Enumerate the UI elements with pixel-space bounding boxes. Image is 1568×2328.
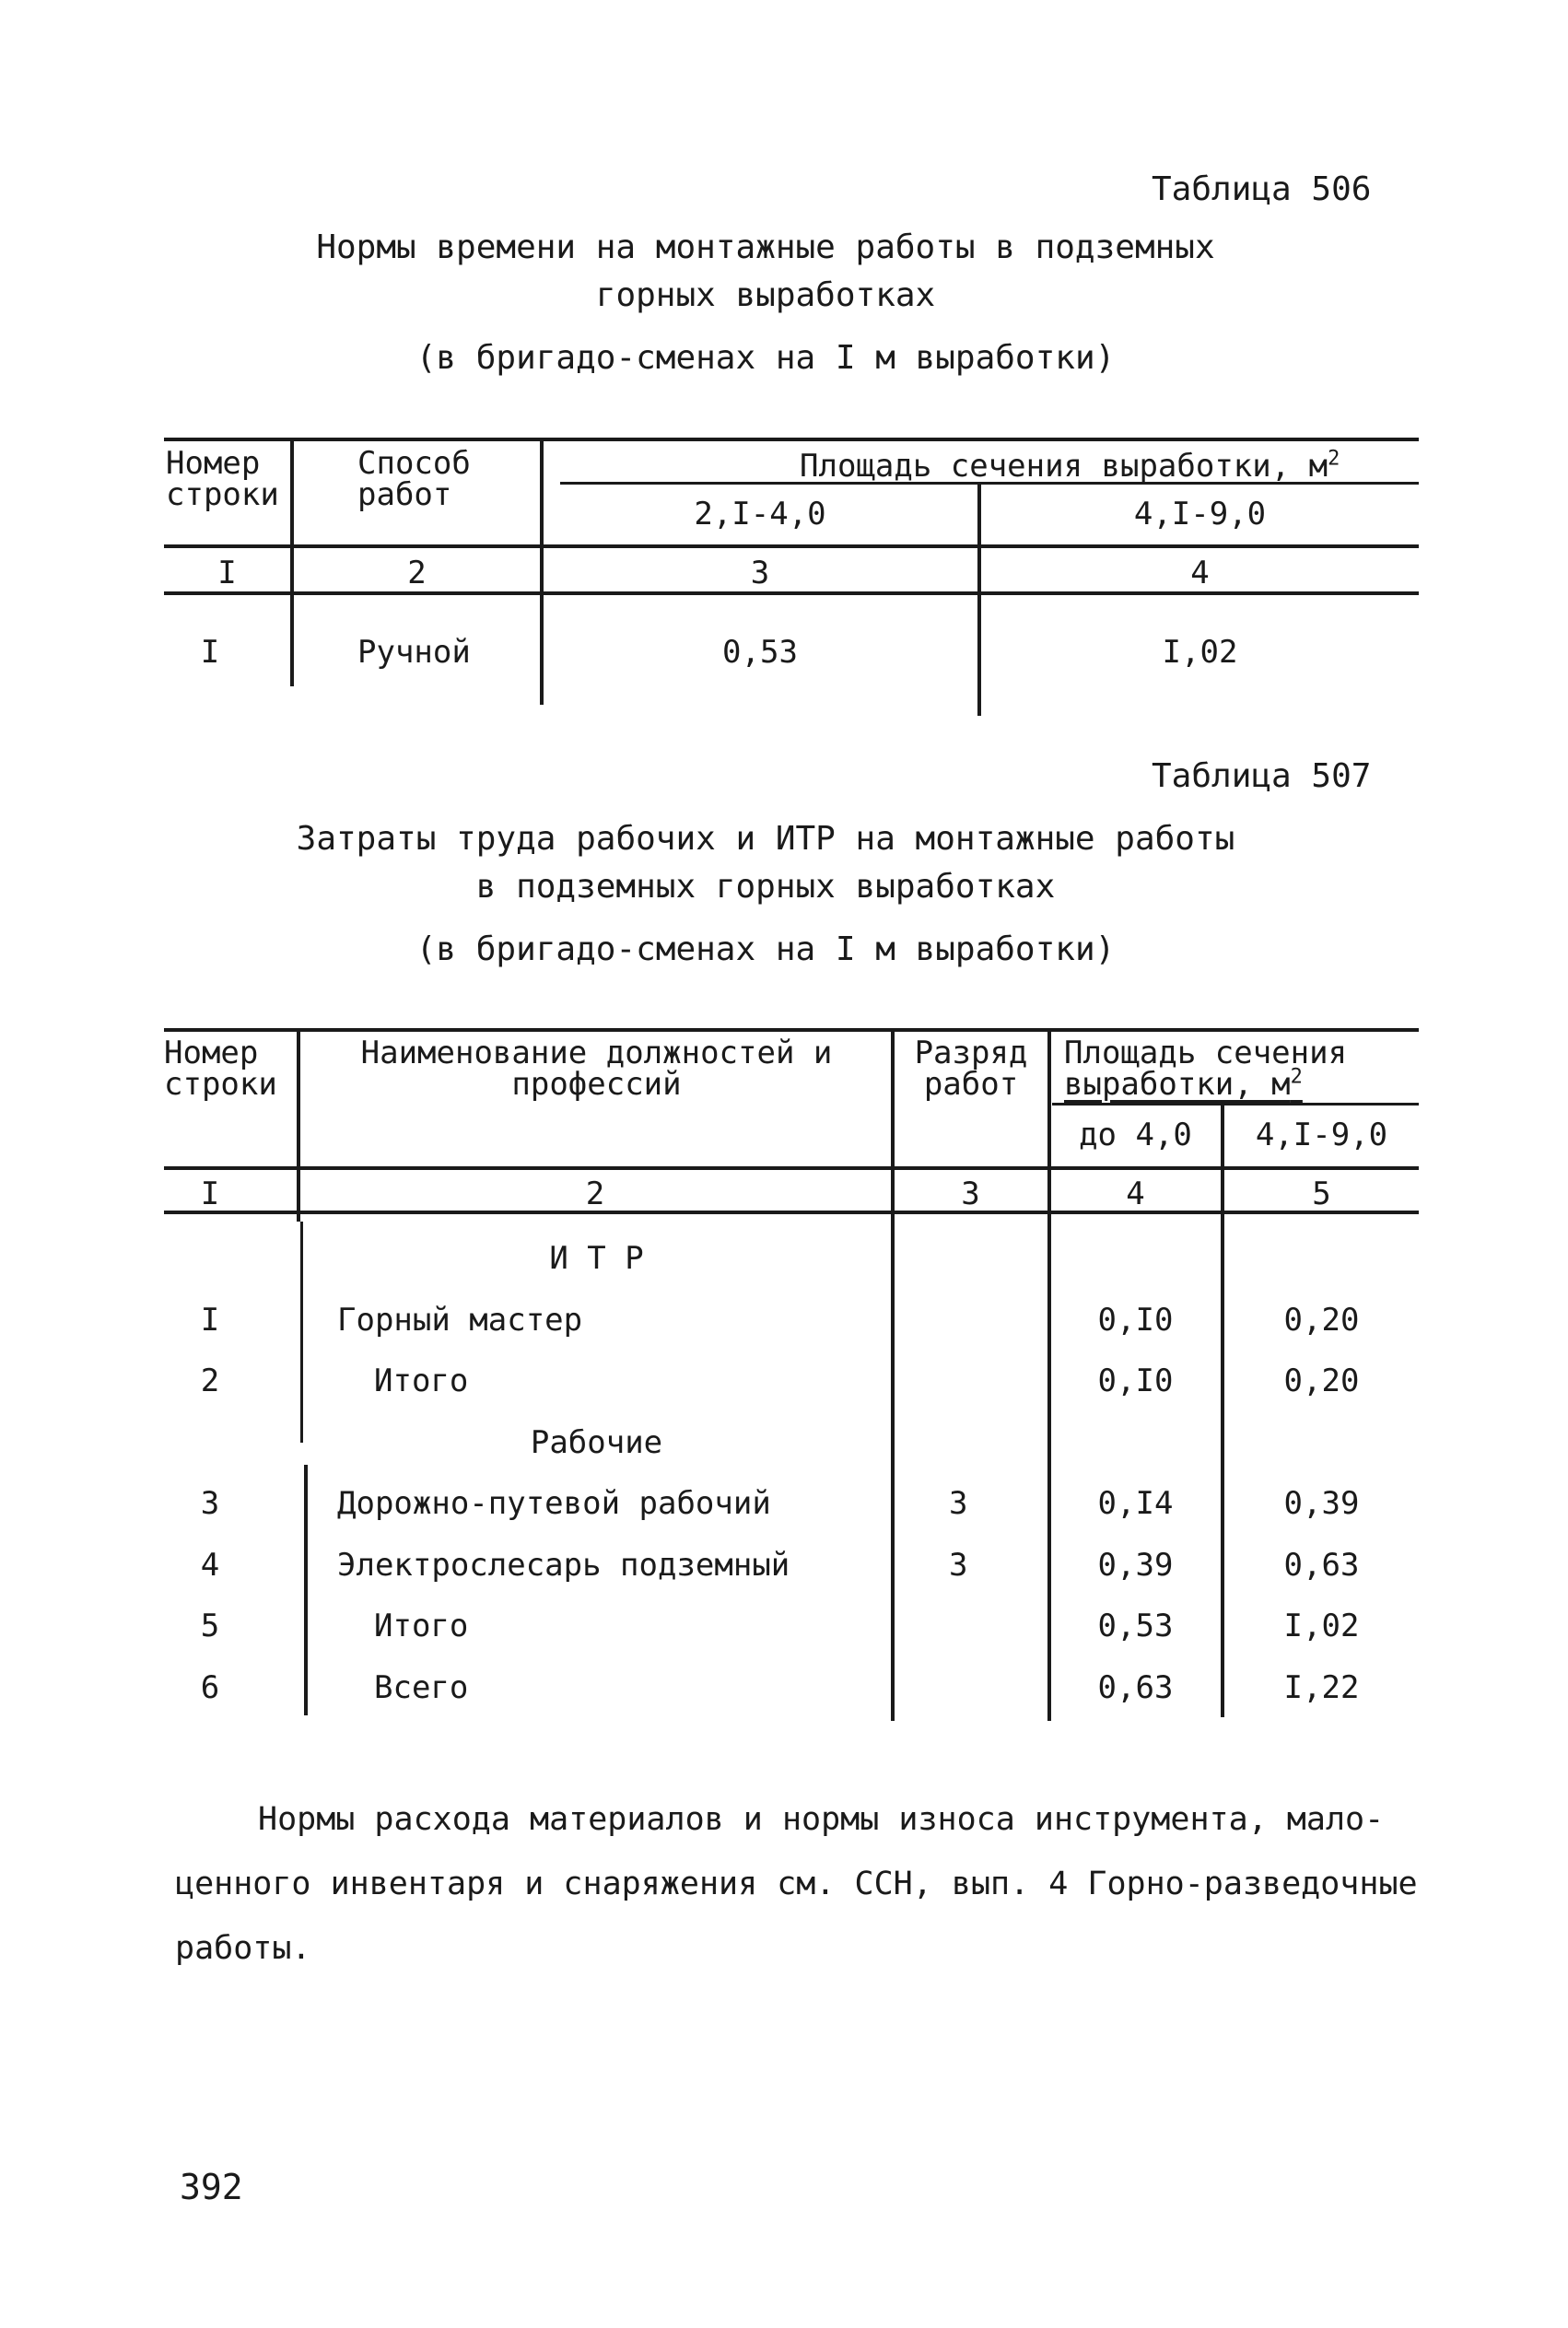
row-number: I (200, 634, 220, 671)
row-value-1: 0,I0 (1097, 1302, 1174, 1339)
row-name: Горный мастер (337, 1302, 583, 1339)
row-value-2: 0,20 (1283, 1302, 1360, 1339)
row-value-1: 0,63 (1097, 1669, 1174, 1706)
column-number: 3 (961, 1176, 980, 1212)
row-value-2: 0,63 (1283, 1547, 1360, 1584)
header-row-no: Номер строки (164, 1035, 277, 1103)
section-heading-itr: И Т Р (549, 1240, 644, 1277)
table-507-caption: Таблица 507 (1152, 757, 1372, 795)
table-rule (164, 544, 1419, 548)
row-value-2: 0,39 (1283, 1485, 1360, 1522)
table-506-units: (в бригадо-сменах на I м выработки) (415, 339, 1116, 377)
column-number: 2 (585, 1176, 605, 1212)
row-value-2: I,02 (1162, 634, 1238, 671)
row-name: Всего (374, 1669, 469, 1706)
column-number: 4 (1126, 1176, 1145, 1212)
row-name: Электрослесарь подземный (337, 1547, 790, 1584)
table-506-title-line2: горных выработках (595, 276, 936, 314)
column-number: 4 (1190, 555, 1210, 591)
row-number: 3 (200, 1485, 220, 1522)
table-506-title-line1: Нормы времени на монтажные работы в подземных (316, 228, 1215, 266)
row-value-2: I,22 (1283, 1669, 1360, 1706)
header-row-no: Номер строки (166, 445, 279, 513)
table-507-title-line1: Затраты труда рабочих и ИТР на монтажные работы (296, 820, 1235, 858)
row-name: Итого (374, 1363, 469, 1399)
column-number: I (217, 555, 237, 591)
row-name: Итого (374, 1608, 469, 1644)
header-area: Площадь сечения выработки, $м^2$ (1064, 1035, 1348, 1103)
row-grade: 3 (949, 1547, 968, 1584)
header-area-col-1: до 4,0 (1079, 1117, 1192, 1153)
footnote-paragraph: Нормы расхода материалов и нормы износа инструмента, мало- ценного инвентаря и снаряжения см. ССН, вып. 4 Горно-разведочные работы. (175, 1801, 1418, 1967)
row-value-1: 0,53 (1097, 1608, 1174, 1644)
table-rule (891, 1028, 895, 1721)
row-value-1: 0,I0 (1097, 1363, 1174, 1399)
row-grade: 3 (949, 1485, 968, 1522)
column-number: 2 (407, 555, 427, 591)
header-area-col-1: 2,I-4,0 (694, 496, 826, 532)
row-value-1: 0,39 (1097, 1547, 1174, 1584)
table-rule (304, 1465, 308, 1715)
header-name: Наименование должностей и профессий (360, 1035, 833, 1103)
table-507-units: (в бригадо-сменах на I м выработки) (415, 930, 1116, 968)
header-grade: Разряд работ (914, 1035, 1028, 1103)
page-number: 392 (180, 2167, 243, 2207)
column-number: I (200, 1176, 220, 1212)
table-506-caption: Таблица 506 (1152, 170, 1372, 208)
row-number: I (200, 1302, 220, 1339)
table-rule (164, 438, 1419, 441)
header-method: Способ работ (357, 445, 471, 513)
table-rule (164, 1028, 1419, 1032)
table-rule (300, 1222, 303, 1443)
header-area: Площадь сечения выработки, $м^2$ (800, 447, 1340, 485)
table-rule (1052, 1103, 1419, 1106)
row-method: Ручной (357, 634, 471, 671)
section-heading-workers: Рабочие (530, 1424, 663, 1461)
row-value-2: 0,20 (1283, 1363, 1360, 1399)
header-area-col-2: 4,I-9,0 (1255, 1117, 1388, 1153)
row-name: Дорожно-путевой рабочий (337, 1485, 771, 1522)
table-rule (164, 1166, 1419, 1170)
header-area-col-2: 4,I-9,0 (1133, 496, 1267, 532)
table-507-title-line2: в подземных горных выработках (475, 868, 1056, 906)
row-number: 5 (200, 1608, 220, 1644)
row-number: 2 (200, 1363, 220, 1399)
column-number: 3 (750, 555, 770, 591)
row-value-2: I,02 (1283, 1608, 1360, 1644)
column-number: 5 (1312, 1176, 1331, 1212)
row-number: 4 (200, 1547, 220, 1584)
row-value-1: 0,53 (722, 634, 798, 671)
table-rule (164, 591, 1419, 595)
row-number: 6 (200, 1669, 220, 1706)
row-value-1: 0,I4 (1097, 1485, 1174, 1522)
